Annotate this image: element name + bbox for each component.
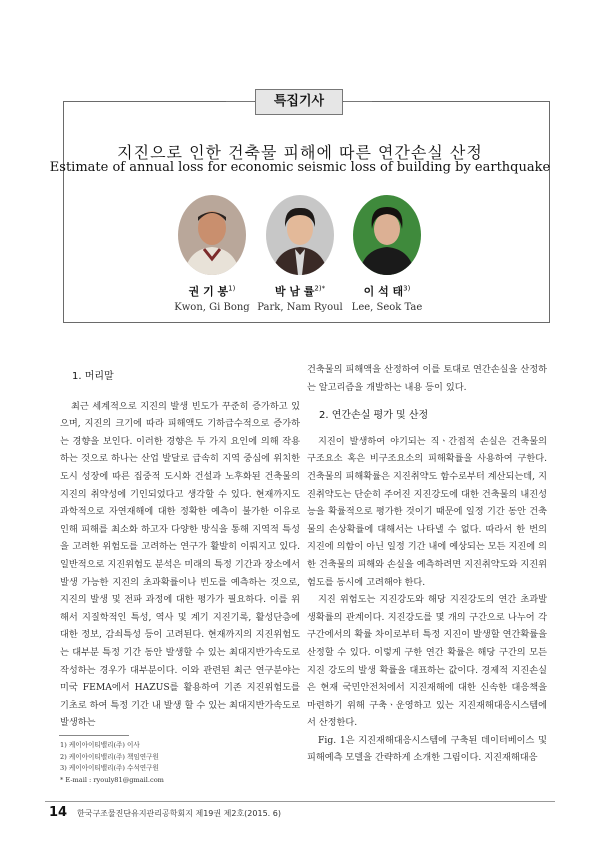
footnote-3: 3) 케이아이티밸리(주) 수석연구원	[60, 764, 159, 773]
footer-divider	[45, 801, 555, 802]
footnotes	[60, 740, 164, 786]
footnote-1: 1) 케이아이티밸리(주) 이사	[60, 741, 140, 749]
footnote-email: * E-mail : ryouly81@gmail.com	[60, 775, 164, 784]
footnote-2: 2) 케이아이티밸리(주) 책임연구원	[60, 752, 159, 761]
author-name-ko-lee: 이 석 태$^{3)}$	[363, 284, 411, 298]
section-heading-introduction: 1. 머리말	[72, 371, 114, 382]
author-photo-lee	[353, 195, 421, 275]
author-name-ko-kwon: 권 기 봉$^{1)}$	[188, 284, 236, 298]
page-number: 14	[49, 805, 68, 820]
article-title-english: Estimate of annual loss for economic seismic loss of building by earthquake	[49, 160, 551, 175]
section-heading-annual-loss: 2. 연간손실 평가 및 산정	[319, 410, 429, 422]
journal-citation: 한국구조물진단유지관리공학회지 제19권 제2호(2015. 6)	[77, 809, 281, 818]
author-name-en-kwon: Kwon, Gi Bong	[174, 302, 250, 313]
author-photo-kwon	[178, 195, 246, 275]
author-photo-park	[266, 195, 334, 275]
paragraph-loss-3: Fig. 1은 지진재해대응시스템에 구축된 데이터베이스 및 피해예측 모델을 간략하게 소개한 그림이다. 지진재해대응	[307, 734, 547, 764]
author-name-en-lee: Lee, Seok Tae	[351, 302, 423, 313]
paragraph-introduction: 최근 세계적으로 지진의 발생 빈도가 꾸준히 증가하고 있으며, 지진의 크기에 따라 피해액도 기하급수적으로 증가하는 경향을 보인다. 이러한 경향은 두 가지 요인에 의해 작용하는 것으로 하나는 산업 발달로 급속히 지역 중심에 위치한 도시 성장에 따른 집중적 도시화 건설과 노후화된 건축물의 지진의 취약성에 기인되었다고 생각할 수 있다. 현재까지도 과학적으로 자연재해에 대한 정확한 예측이 불가한 이유로 인해 피해를 최소화 하고자 다양한 방식을 통해 지역적 특성을 고려한 위험도를 고려하는 연구가 활발히 이뤄지고 있다. 일반적으로 지진위험도 분석은 미래의 특정 기간과 장소에서 발생 가능한 지진의 초과확률이나 빈도를 예측하는 것으로, 지진의 발생 및 전파 과정에 대한 평가가 필요하다. 이를 위해서 지질학적인 특성, 역사 및 계기 지진기록, 활성단층에 대한 정보, 감쇠특성 등이 고려된다. 현재까지의 지진위험도는 대부분 특정 기간 동안 발생할 수 있는 최대지반가속도로 작성하는 경우가 대부분이다. 이와 관련된 최근 연구분야는 미국 FEMA에서 HAZUS를 활용하여 기존 지진위험도를 기초로 하여 특정 기간 내 발생 할 수 있는 최대지반가속도로 발생하는	[60, 400, 300, 729]
right-column	[307, 361, 547, 767]
author-name-ko-park: 박 남 률$^{2)*}$	[274, 284, 326, 298]
paragraph-continuation: 건축물의 피해액을 산정하여 이를 토대로 연간손실을 산정하는 알고리즘을 개발하는 내용 등이 있다.	[307, 364, 547, 393]
section-badge: 특집기사	[255, 89, 343, 115]
author-name-en-park: Park, Nam Ryoul	[257, 302, 343, 313]
left-column	[60, 368, 300, 732]
paragraph-loss-2: 지진 위험도는 지진강도와 해당 지진강도의 연간 초과발생확률의 관계이다. 지진강도를 몇 개의 구간으로 나누어 각 구간에서의 확률 차이로부터 특정 지진이 발생할 연간확률을 산정할 수 있다. 이렇게 구한 연간 확률은 해당 구간의 모든 지진 강도의 발생 확률을 대표하는 값이다. 경제적 지진손실은 현재 국민안전처에서 지진재해에 대한 신속한 대응책을 마련하기 위해 구축ㆍ운영하고 있는 지진재해대응시스템에서 산정한다.	[307, 594, 547, 729]
footnote-divider	[59, 735, 129, 736]
article-title-korean: 지진으로 인한 건축물 피해에 따른 연간손실 산정	[117, 143, 483, 162]
paragraph-loss-1: 지진이 발생하여 야기되는 직ㆍ간접적 손실은 건축물의 구조요소 혹은 비구조요소의 피해확률을 사용하여 구한다. 건축물의 피해확률은 지진취약도 함수로부터 계산되는데, 지진취약도는 단순히 주어진 지진강도에 대한 건축물의 내진성능을 확률적으로 평가한 것이기 때문에 일정 기간 동안 건축물의 손상확률에 대해서는 나타낼 수 없다. 따라서 한 번의 지진에 의함이 아닌 일정 기간 내에 예상되는 모든 지진에 의한 건축물의 피해와 손실을 예측하려면 지진취약도와 지진위험도를 동시에 고려해야 한다.	[307, 435, 547, 588]
